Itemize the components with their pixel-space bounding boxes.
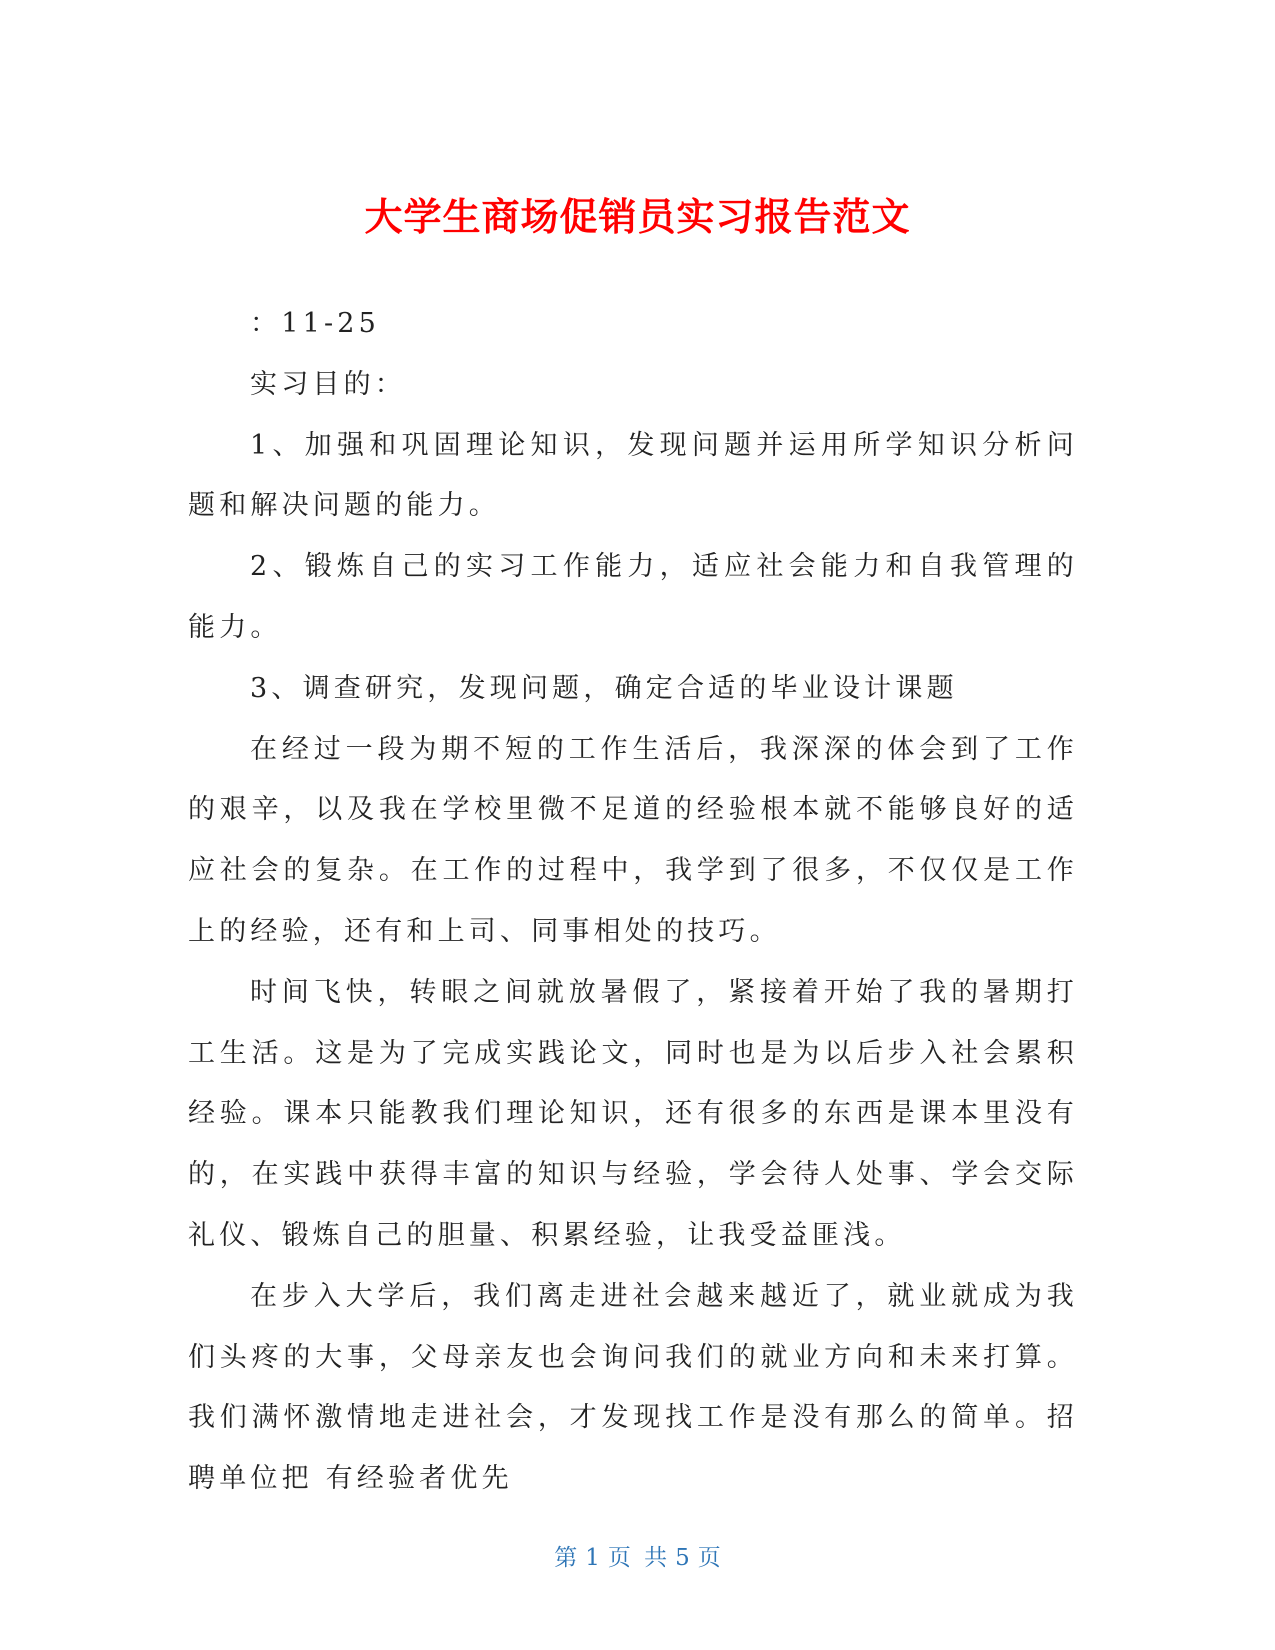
document-body (188, 294, 1078, 1510)
footer-prefix: 第 (554, 1545, 578, 1571)
footer-total-pages: 5 (675, 1545, 690, 1571)
purpose-item-1: 1、加强和巩固理论知识，发现问题并运用所学知识分析问题和解决问题的能力。 (188, 429, 1078, 522)
footer-current-page: 1 (585, 1545, 600, 1571)
purpose-item-3: 3、调查研究，发现问题，确定合适的毕业设计课题 (250, 672, 958, 704)
body-paragraph: 在经过一段为期不短的工作生活后，我深深的体会到了工作的艰辛，以及我在学校里微不足道的经验根本就不能够良好的适应社会的复杂。在工作的过程中，我学到了很多，不仅仅是工作上的经验，还有和上司、同事相处的技巧。 (188, 733, 1078, 947)
purpose-item-2: 2、锻炼自己的实习工作能力，适应社会能力和自我管理的能力。 (188, 551, 1078, 643)
page-footer (0, 1543, 1275, 1573)
body-paragraph: 时间飞快，转眼之间就放暑假了，紧接着开始了我的暑期打工生活。这是为了完成实践论文，同时也是为以后步入社会累积经验。课本只能教我们理论知识，还有很多的东西是课本里没有的，在实践中获得丰富的知识与经验，学会待人处事、学会交际礼仪、锻炼自己的胆量、积累经验，让我受益匪浅。 (188, 976, 1078, 1251)
document-title: 大学生商场促销员实习报告范文 (364, 195, 911, 240)
footer-middle: 页 共 (607, 1545, 668, 1571)
section-heading-internship-purpose: 实习目的： (250, 368, 406, 400)
footer-suffix: 页 (697, 1545, 721, 1571)
body-paragraph: 在步入大学后，我们离走进社会越来越近了，就业就成为我们头疼的大事，父母亲友也会询问我们的就业方向和未来打算。我们满怀激情地走进社会，才发现找工作是没有那么的简单。招聘单位把 有经验者优先 (188, 1280, 1078, 1495)
date-line: ：11-25 (250, 308, 381, 339)
